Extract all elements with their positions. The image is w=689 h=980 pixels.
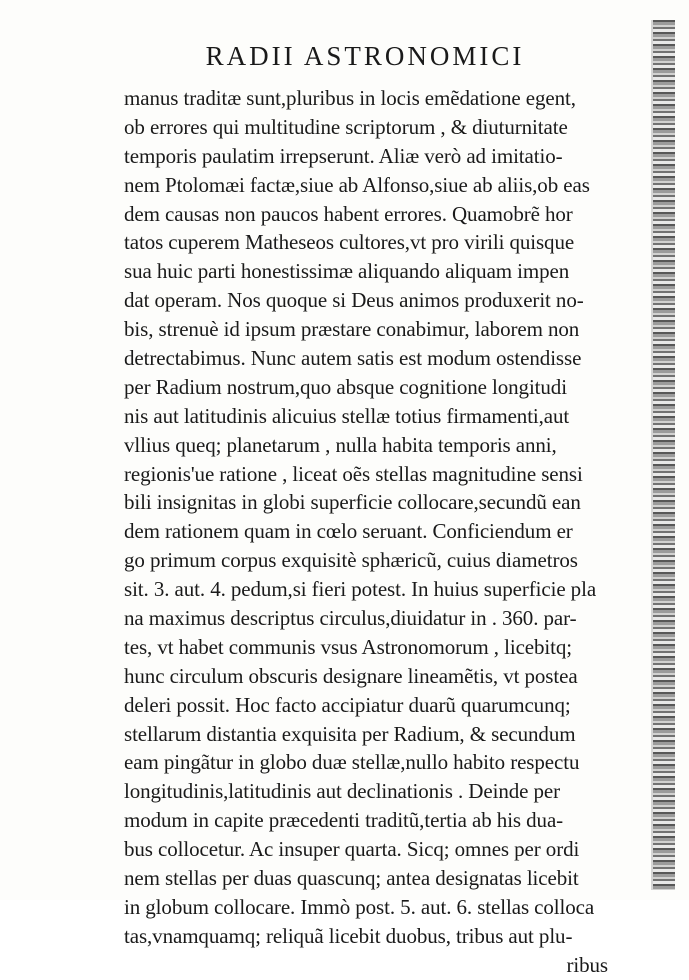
text-line: nem stellas per duas quascunq; antea designatas licebit: [124, 866, 579, 891]
body-text: [124, 84, 614, 980]
text-line: vllius queq; planetarum , nulla habita temporis anni,: [124, 432, 557, 457]
text-line: ob errores qui multitudine scriptorum , & diuturnitate: [124, 114, 568, 139]
text-line: stellarum distantia exquisita per Radium, & secundum: [124, 721, 576, 746]
text-line: dem rationem quam in cœlo seruant. Conficiendum er: [124, 519, 573, 544]
text-line: deleri possit. Hoc facto accipiatur duarũ quarumcunq;: [124, 692, 571, 717]
text-line: tas,vnamquamq; reliquã licebit duobus, tribus aut plu-: [124, 923, 573, 948]
text-line: in globum collocare. Immò post. 5. aut. 6. stellas colloca: [124, 894, 595, 919]
text-line: manus traditæ sunt,pluribus in locis emẽdatione egent,: [124, 86, 576, 110]
catchword: ribus: [566, 952, 608, 977]
text-line: bili insignitas in globi superficie collocare,secundũ ean: [124, 490, 581, 515]
text-line: dat operam. Nos quoque si Deus animos produxerit no-: [124, 288, 584, 313]
text-line: sit. 3. aut. 4. pedum,si fieri potest. In huius superficie pla: [124, 577, 597, 602]
text-line: hunc circulum obscuris designare lineamẽtis, vt postea: [124, 663, 578, 688]
text-line: sua huic parti honestissimæ aliquando aliquam impen: [124, 259, 570, 284]
text-line: nem Ptolomæi factæ,siue ab Alfonso,siue ab aliis,ob eas: [124, 172, 590, 197]
text-line: go primum corpus exquisitè sphæricũ, cuius diametros: [124, 548, 578, 573]
text-line: bis, strenuè id ipsum præstare conabimur, laborem non: [124, 317, 580, 342]
text-line: detrectabimus. Nunc autem satis est modum ostendisse: [124, 346, 582, 371]
text-line: eam pingãtur in globo duæ stellæ,nullo habito respectu: [124, 750, 580, 775]
text-line: nis aut latitudinis alicuius stellæ totius firmamenti,aut: [124, 403, 570, 428]
running-head: RADII ASTRONOMICI: [205, 41, 525, 71]
text-line: bus collocetur. Ac insuper quarta. Sicq; omnes per ordi: [124, 837, 580, 862]
text-line: tes, vt habet communis vsus Astronomorum , licebitq;: [124, 634, 573, 659]
text-line: per Radium nostrum,quo absque cognitione longitudi: [124, 374, 567, 399]
text-line: longitudinis,latitudinis aut declinationis . Deinde per: [124, 779, 561, 804]
text-line: modum in capite præcedenti traditũ,tertia ab his dua-: [124, 808, 564, 833]
text-line: temporis paulatim irrepserunt. Aliæ verò ad imitatio-: [124, 143, 563, 168]
text-line: na maximus descriptus circulus,diuidatur in . 360. par-: [124, 606, 577, 631]
text-line: tatos cuperem Matheseos cultores,vt pro virili quisque: [124, 230, 575, 255]
text-line: dem causas non paucos habent errores. Quamobrẽ hor: [124, 201, 573, 226]
text-line: regionis'ue ratione , liceat oẽs stellas magnitudine sensi: [124, 461, 583, 486]
binding-gutter: [653, 20, 675, 890]
